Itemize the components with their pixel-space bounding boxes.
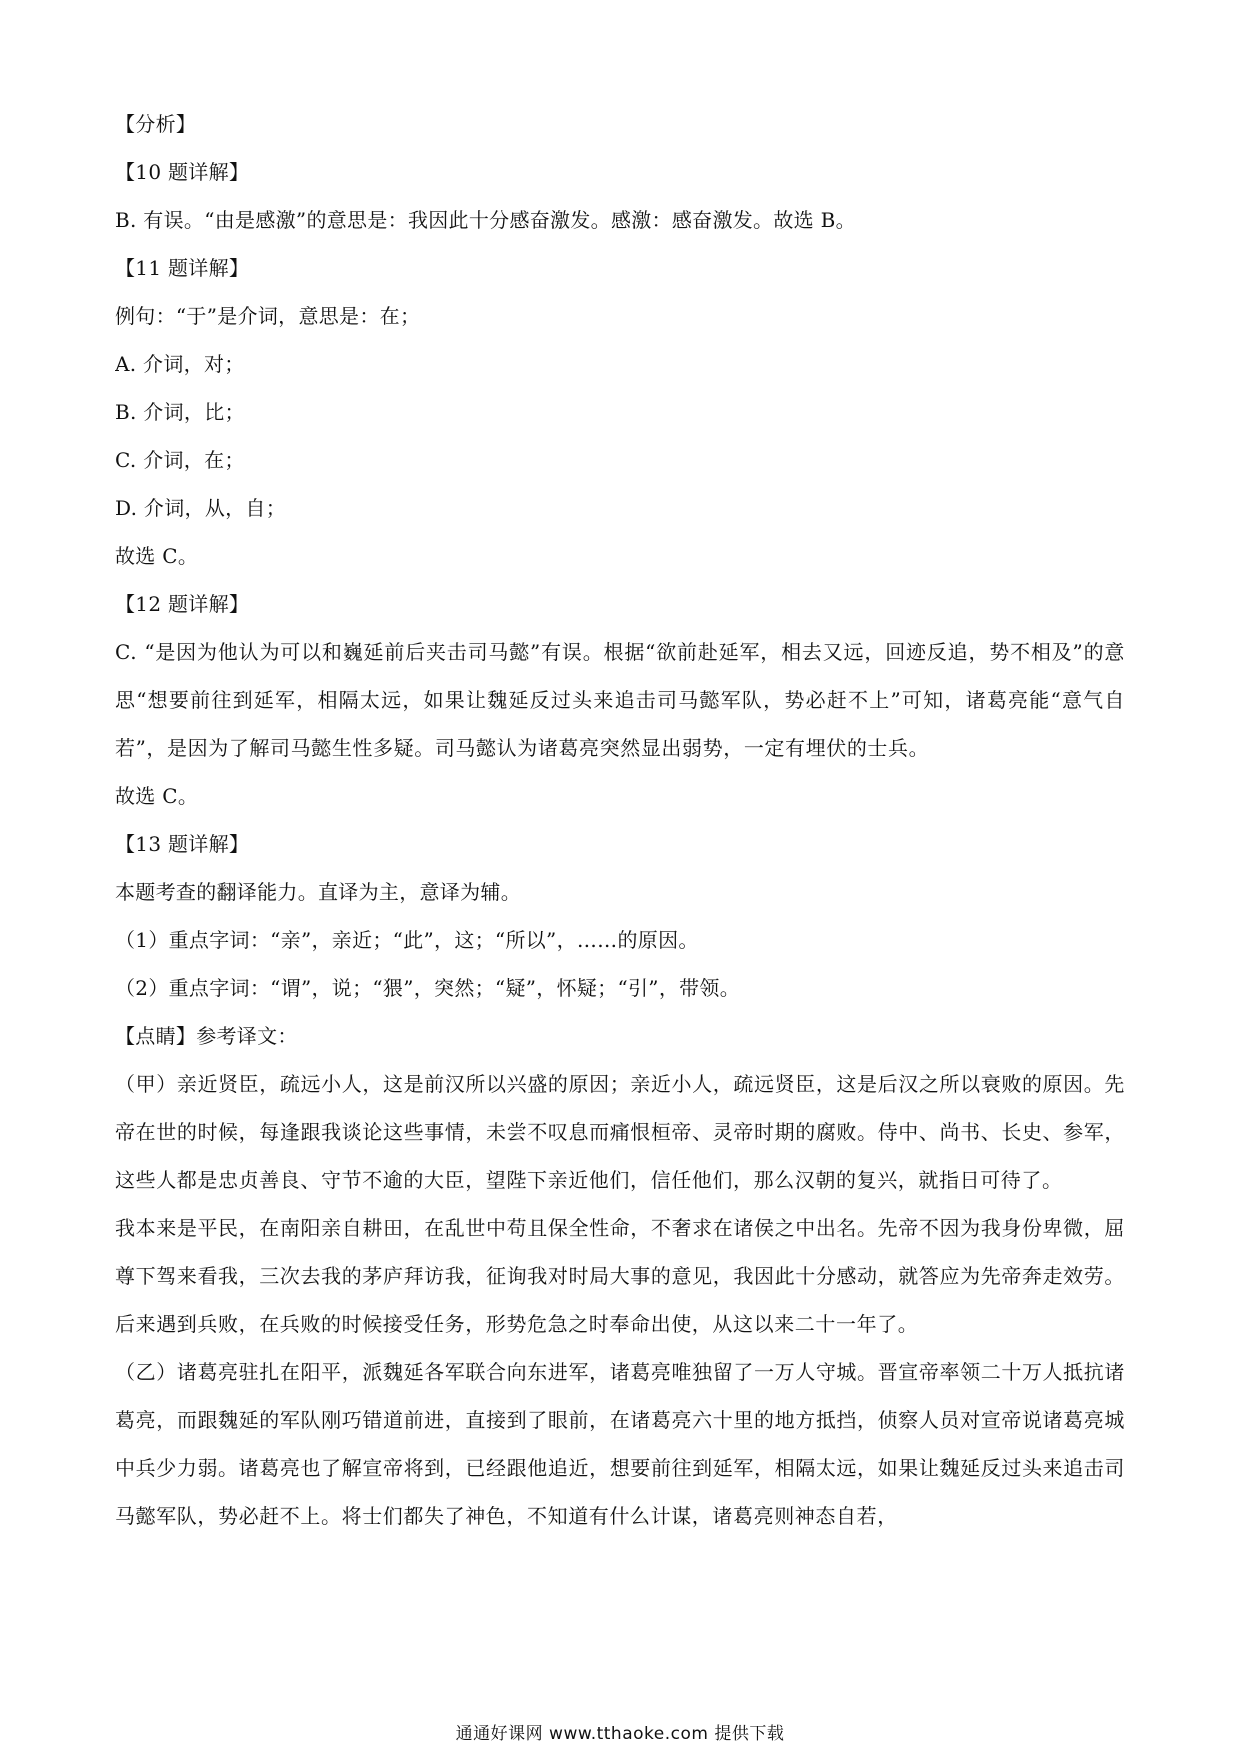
translation-paragraph-jia-2: 我本来是平民，在南阳亲自耕田，在乱世中苟且保全性命，不奢求在诸侯之中出名。先帝不因为我身份卑微，屈尊下驾来看我，三次去我的茅庐拜访我，征询我对时局大事的意见，我因此十分感动，就答应为先帝奔走效劳。后来遇到兵败，在兵败的时候接受任务，形势危急之时奉命出使，从这以来二十一年了。 [115, 1216, 1125, 1336]
q12-explanation: C. “是因为他认为可以和巍延前后夹击司马懿”有误。根据“欲前赴延军，相去又远，回迹反追，势不相及”的意思“想要前往到延军，相隔太远，如果让魏延反过头来追击司马懿军队，势必赶不上”可知，诸葛亮能“意气自若”，是因为了解司马懿生性多疑。司马懿认为诸葛亮突然显出弱势，一定有埋伏的士兵。 [115, 640, 1125, 760]
q11-option-c: C. 介词，在； [115, 448, 245, 472]
section-heading-q11: 【11 题详解】 [115, 256, 250, 280]
q13-intro: 本题考查的翻译能力。直译为主，意译为辅。 [115, 880, 521, 904]
page-footer: 通通好课网 www.tthaoke.com 提供下载 [455, 1724, 785, 1744]
q11-answer: 故选 C。 [115, 544, 199, 568]
q13-point-2: （2）重点字词：“谓”，说；“猥”，突然；“疑”，怀疑；“引”，带领。 [115, 976, 741, 1000]
translation-paragraph-yi: （乙）诸葛亮驻扎在阳平，派魏延各军联合向东进军，诸葛亮唯独留了一万人守城。晋宣帝率领二十万人抵抗诸葛亮，而跟魏延的军队刚巧错道前进，直接到了眼前，在诸葛亮六十里的地方抵挡，侦察人员对宣帝说诸葛亮城中兵少力弱。诸葛亮也了解宣帝将到，已经跟他追近，想要前往到延军，相隔太远，如果让魏延反过头来追击司马懿军队，势必赶不上。将士们都失了神色，不知道有什么计谋，诸葛亮则神态自若， [115, 1360, 1125, 1528]
q11-option-b: B. 介词，比； [115, 400, 245, 424]
section-heading-q10: 【10 题详解】 [115, 160, 250, 184]
q12-answer: 故选 C。 [115, 784, 199, 808]
q11-option-a: A. 介词，对； [115, 352, 245, 376]
q11-option-d: D. 介词，从，自； [115, 496, 287, 520]
section-heading-q12: 【12 题详解】 [115, 592, 250, 616]
section-heading-translation: 【点睛】参考译文： [115, 1024, 298, 1048]
q10-explanation: B. 有误。“由是感激”的意思是：我因此十分感奋激发。感激：感奋激发。故选 B。 [115, 208, 856, 232]
section-heading-analysis: 【分析】 [115, 112, 197, 136]
translation-paragraph-jia-1: （甲）亲近贤臣，疏远小人，这是前汉所以兴盛的原因；亲近小人，疏远贤臣，这是后汉之所以衰败的原因。先帝在世的时候，每逢跟我谈论这些事情，未尝不叹息而痛恨桓帝、灵帝时期的腐败。侍中、尚书、长史、参军，这些人都是忠贞善良、守节不逾的大臣，望陛下亲近他们，信任他们，那么汉朝的复兴，就指日可待了。 [115, 1072, 1125, 1192]
document-body [115, 100, 1125, 1540]
section-heading-q13: 【13 题详解】 [115, 832, 250, 856]
q13-point-1: （1）重点字词：“亲”，亲近；“此”，这；“所以”，……的原因。 [115, 928, 699, 952]
q11-example: 例句：“于”是介词，意思是：在； [115, 304, 421, 328]
